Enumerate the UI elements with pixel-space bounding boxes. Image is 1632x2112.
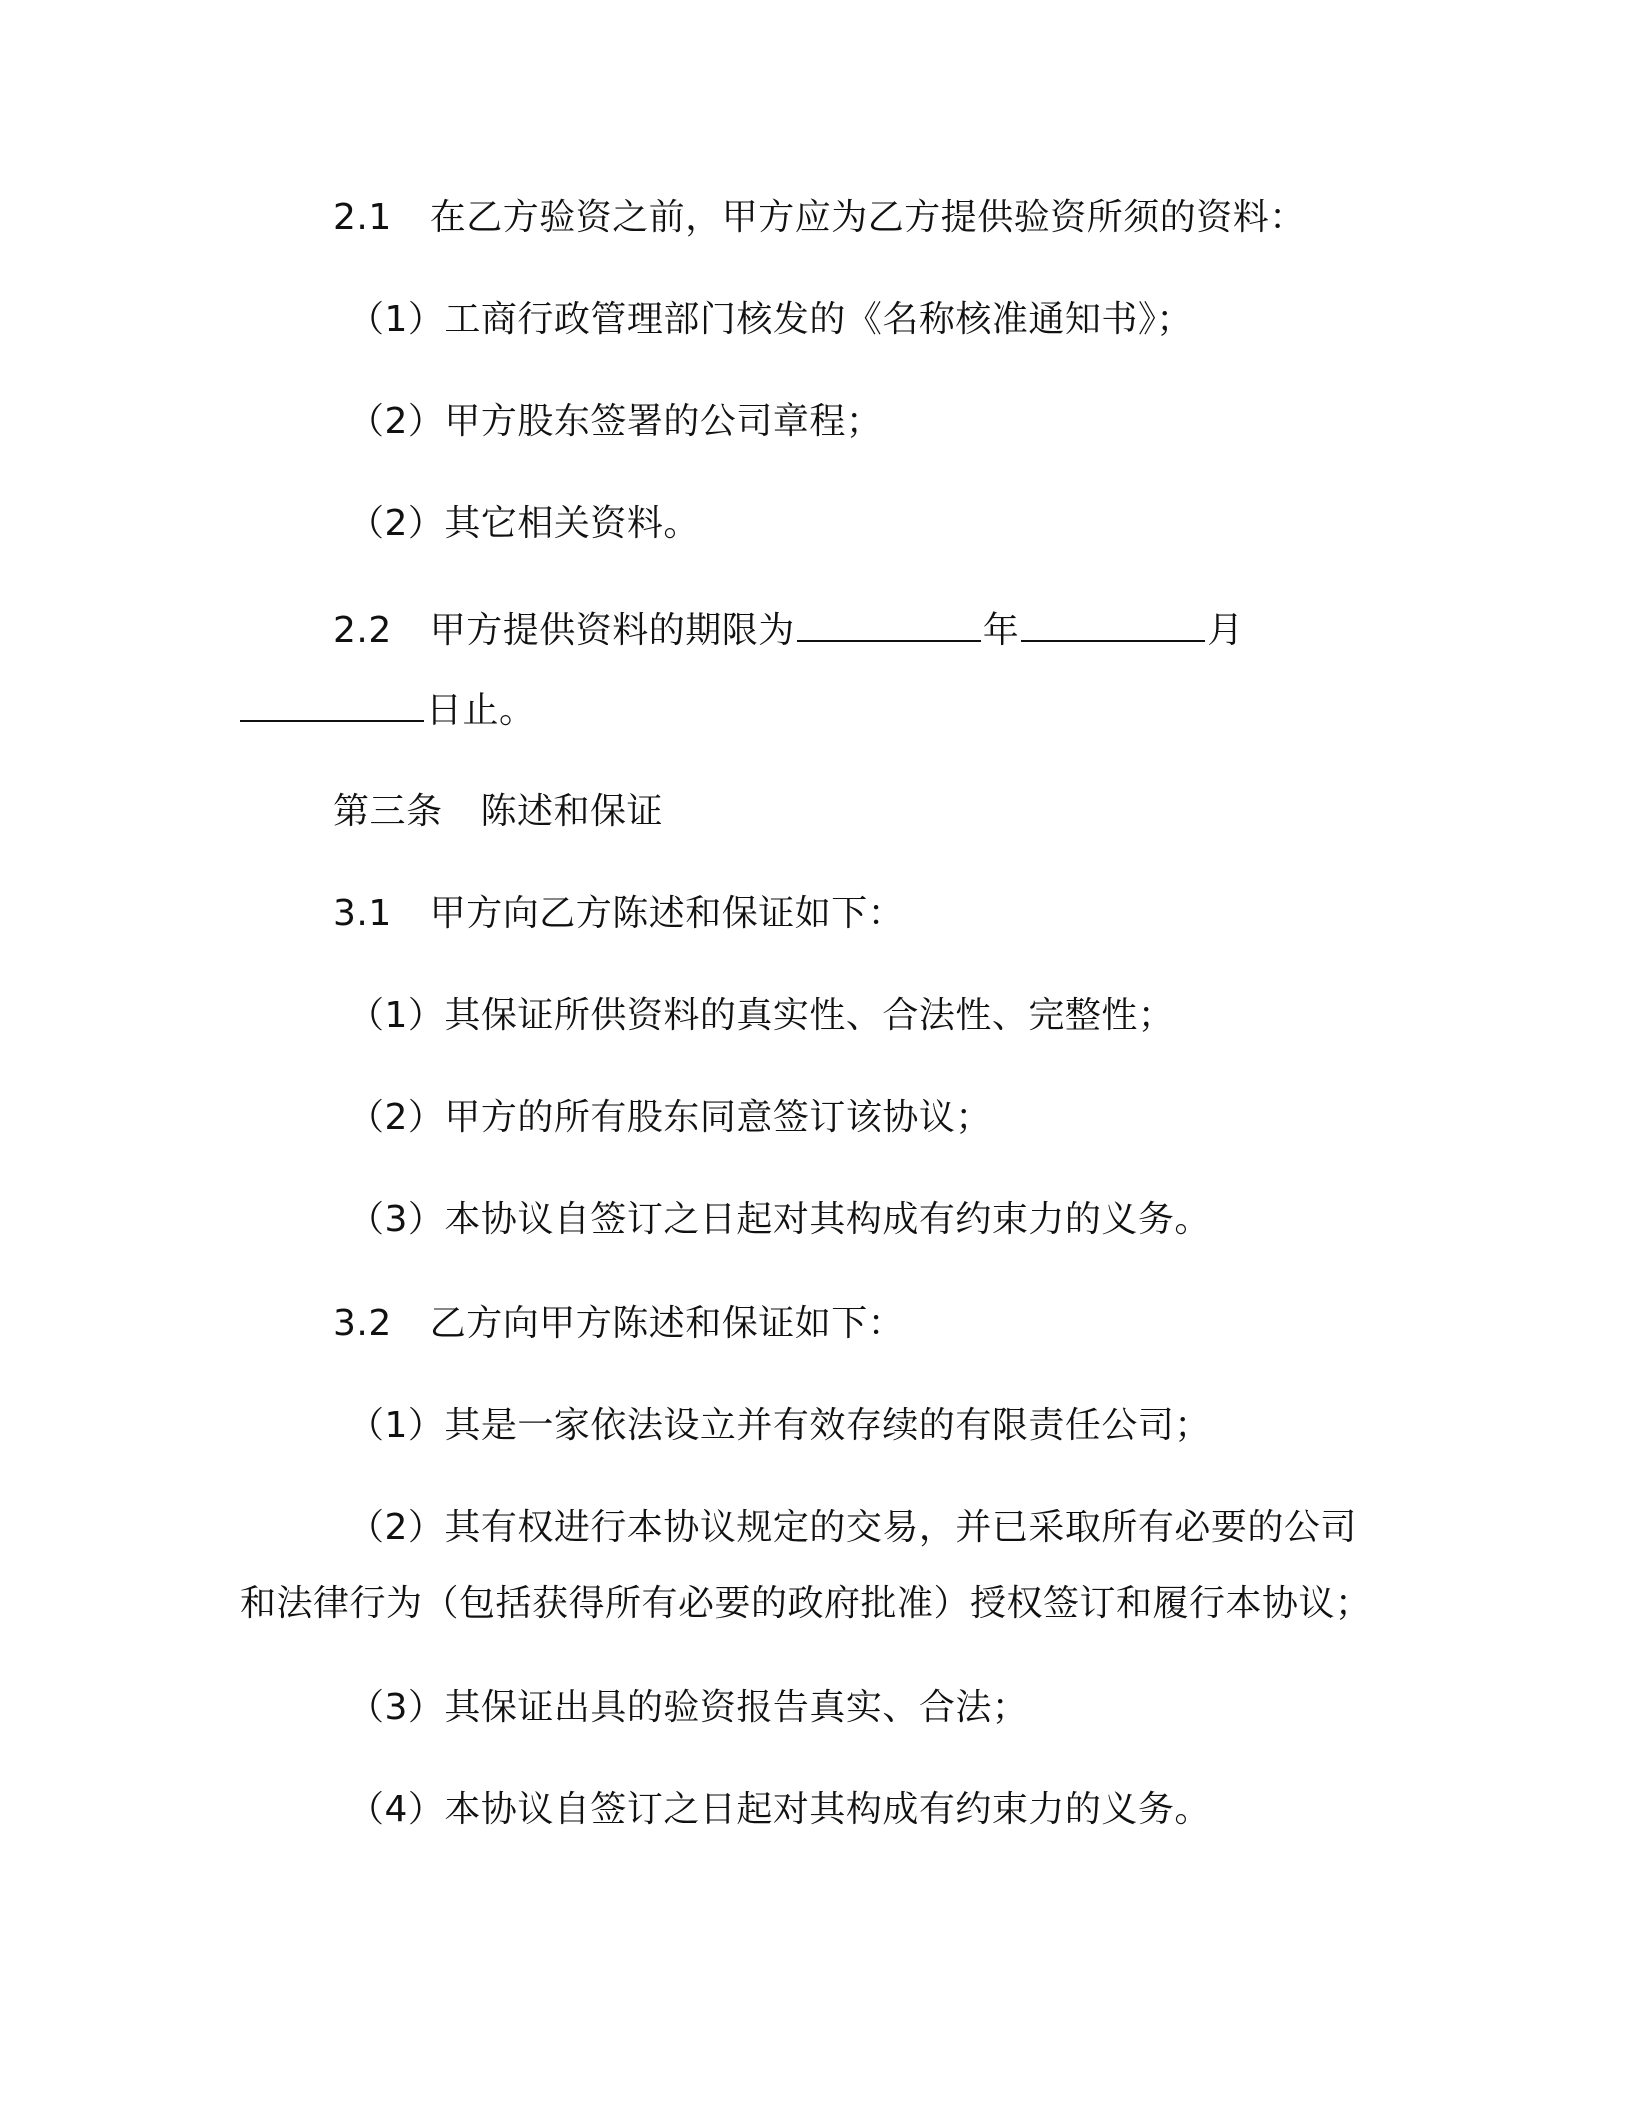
item-text: （2）甲方股东签署的公司章程； bbox=[348, 401, 883, 442]
list-item bbox=[348, 992, 1174, 1040]
clause-text: 甲方提供资料的期限为 bbox=[429, 610, 795, 651]
clause-number: 3.2 bbox=[333, 1303, 392, 1344]
clause-2-2-continuation bbox=[240, 684, 536, 735]
list-item bbox=[348, 1094, 992, 1142]
clause-text: 乙方向甲方陈述和保证如下： bbox=[429, 1303, 905, 1344]
item-text: （2）甲方的所有股东同意签订该协议； bbox=[348, 1097, 992, 1138]
list-item-continuation bbox=[240, 1580, 1372, 1628]
item-text: （3）本协议自签订之日起对其构成有约束力的义务。 bbox=[348, 1199, 1211, 1240]
list-item bbox=[348, 1786, 1211, 1834]
article-number: 第三条 bbox=[333, 791, 443, 832]
item-text: （1）其保证所供资料的真实性、合法性、完整性； bbox=[348, 995, 1175, 1036]
clause-number: 3.1 bbox=[333, 893, 392, 934]
article-title: 陈述和保证 bbox=[480, 791, 664, 832]
item-text: （1）其是一家依法设立并有效存续的有限责任公司； bbox=[348, 1405, 1211, 1446]
item-text: （1）工商行政管理部门核发的《名称核准通知书》； bbox=[348, 299, 1193, 340]
item-text: 和法律行为（包括获得所有必要的政府批准）授权签订和履行本协议； bbox=[240, 1583, 1372, 1624]
list-item bbox=[348, 1504, 1357, 1552]
clause-2-2 bbox=[333, 604, 1244, 655]
clause-3-2 bbox=[333, 1300, 904, 1348]
day-blank bbox=[240, 684, 424, 722]
article-3-heading bbox=[333, 788, 663, 836]
item-text: （4）本协议自签订之日起对其构成有约束力的义务。 bbox=[348, 1789, 1211, 1830]
clause-2-1 bbox=[333, 194, 1306, 242]
clause-3-1 bbox=[333, 890, 904, 938]
clause-text: 在乙方验资之前，甲方应为乙方提供验资所须的资料： bbox=[429, 197, 1306, 238]
continuation-text: 日止。 bbox=[426, 690, 536, 731]
list-item bbox=[348, 398, 882, 446]
list-item bbox=[348, 1402, 1211, 1450]
item-text: （2）其它相关资料。 bbox=[348, 503, 700, 544]
clause-number: 2.1 bbox=[333, 197, 392, 238]
clause-text: 甲方向乙方陈述和保证如下： bbox=[429, 893, 905, 934]
item-text: （2）其有权进行本协议规定的交易，并已采取所有必要的公司 bbox=[348, 1507, 1357, 1548]
month-label: 月 bbox=[1207, 610, 1244, 651]
list-item bbox=[348, 296, 1193, 344]
year-blank bbox=[797, 604, 981, 642]
month-blank bbox=[1021, 604, 1205, 642]
list-item bbox=[348, 500, 700, 548]
item-text: （3）其保证出具的验资报告真实、合法； bbox=[348, 1687, 1029, 1728]
list-item bbox=[348, 1684, 1028, 1732]
clause-number: 2.2 bbox=[333, 610, 392, 651]
list-item bbox=[348, 1196, 1211, 1244]
year-label: 年 bbox=[982, 610, 1020, 651]
